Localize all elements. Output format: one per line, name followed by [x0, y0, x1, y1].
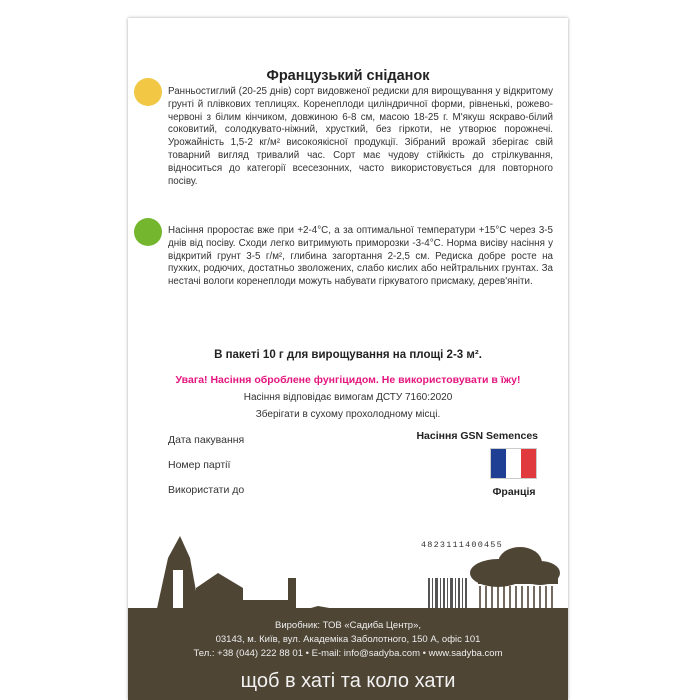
standard-text: Насіння відповідає вимогам ДСТУ 7160:2020	[243, 392, 453, 403]
storage-text: Зберігати в сухому прохолодному місці.	[255, 409, 441, 420]
variety-title: Французький сніданок	[266, 68, 430, 84]
flag-white-band	[506, 449, 521, 478]
amount-text: В пакеті 10 г для вирощування на площі 2-3 м².	[214, 349, 482, 361]
seed-packet	[128, 18, 568, 700]
barcode-number: 4823111400455	[421, 540, 503, 550]
growing-text: Насіння проростає вже при +2-4°С, а за оптимальної температури +15°С через 3-5 днів від посіву. Сходи легко витримують приморозки -3-4°С. Норма висіву насіння у відкритий грунт 3-5 г/м², глибина загортання 2-2,5 см. Редиска добре росте на пухких, родючих, достатньо зволожених, слабо кислих або нейтральних грунтах. За нестачі вологи коренеплоди можуть набувати гіркуватого присмаку, дерев'яніти.	[168, 225, 553, 288]
manufacturer-name: Виробник: ТОВ «Садиба Центр»,	[274, 620, 422, 631]
manufacturer-address: 03143, м. Київ, вул. Академіка Заболотного, 150 А, офіс 101	[215, 634, 481, 645]
use-by-label: Використати до	[168, 484, 245, 496]
brand-slogan: щоб в хаті та коло хати	[240, 670, 456, 692]
brand-label: Насіння GSN Semences	[416, 430, 538, 442]
manufacturer-footer	[128, 608, 568, 700]
description-text: Ранньостиглий (20-25 днів) сорт видовженої редиски для вирощування у відкритому грунті й плівкових теплицях. Коренеплоди циліндричної форми, рівненькі, рожево-червоні з білим кінчиком, довжиною 6-8 см, масою 18-25 г. М'якуш яскраво-білий соковитий, солодкувато-ніжний, хрусткий, без гіркоти, не утворює порожнечі. Урожайність 1,5-2 кг/м² високоякісної продукції. Зібраний врожай зберігає свій товарний вигляд тривалий час. Сорт має чудову стійкість до стрілкування, відноситься до категорії всесезонних, часто використовується для повторного посіву.	[168, 86, 553, 187]
france-flag-icon	[490, 448, 537, 479]
pack-date-label: Дата пакування	[168, 434, 245, 446]
flag-red-band	[521, 449, 536, 478]
batch-label: Номер партії	[168, 459, 231, 471]
green-dot-icon	[134, 218, 162, 246]
flag-blue-band	[491, 449, 506, 478]
manufacturer-contacts: Тел.: +38 (044) 222 88 01 • E-mail: info@sadyba.com • www.sadyba.com	[193, 648, 503, 659]
country-label: Франція	[492, 486, 536, 498]
warning-text: Увага! Насіння оброблене фунгіцидом. Не використовувати в їжу!	[175, 374, 521, 386]
